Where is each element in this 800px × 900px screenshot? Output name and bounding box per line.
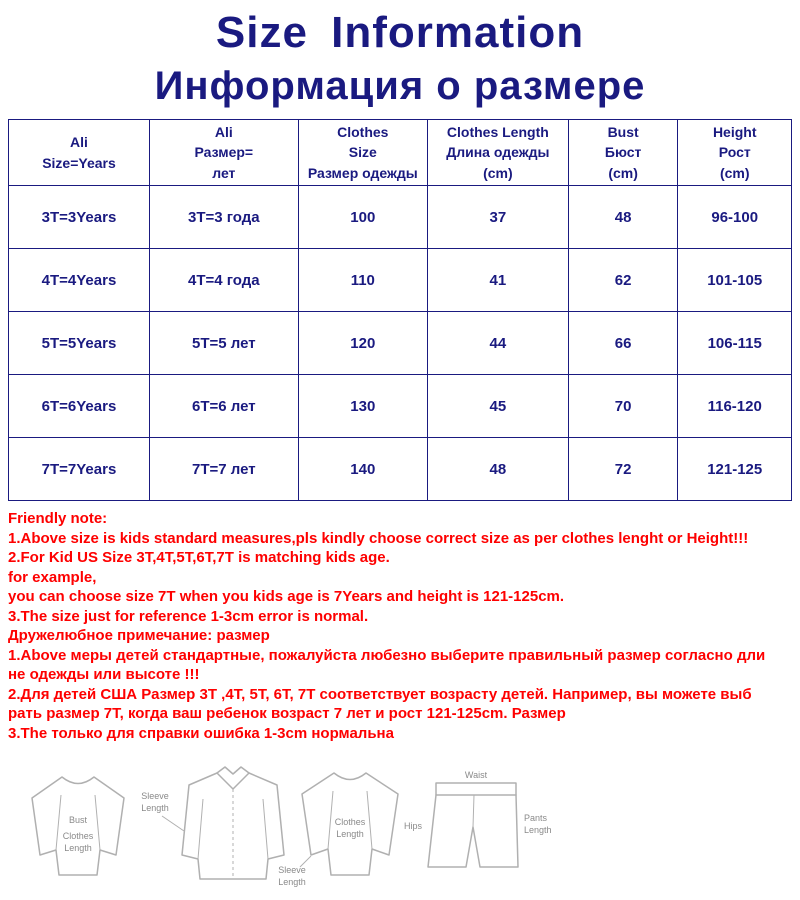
size-cell: 100 [298, 186, 427, 249]
size-cell: 106-115 [678, 312, 792, 375]
size-cell: 72 [568, 438, 678, 501]
size-cell: 5T=5 лет [149, 312, 298, 375]
friendly-note-block [0, 501, 800, 743]
col-header-height [678, 120, 792, 186]
shirt-1-drawing [32, 777, 124, 875]
header-line: Clothes [337, 124, 389, 141]
sleeve-length-label: Sleeve [141, 791, 169, 801]
size-row-6t [9, 375, 792, 438]
header-line: Размер одежды [307, 164, 418, 181]
size-measure-diagrams-svg [12, 759, 572, 894]
note-line: Friendly note: [8, 510, 108, 527]
size-cell: 70 [568, 375, 678, 438]
size-row-3t [9, 186, 792, 249]
col-header-clothes-size [298, 120, 427, 186]
size-cell: 130 [298, 375, 427, 438]
size-cell: 3T=3 года [149, 186, 298, 249]
clothes-length-label: Length [336, 829, 364, 839]
note-line: Дружелюбное примечание: размер [8, 627, 270, 644]
size-table [8, 119, 792, 501]
header-line: (cm) [483, 164, 513, 181]
size-cell: 44 [427, 312, 568, 375]
measurement-diagrams [0, 759, 800, 899]
size-table-header [9, 120, 792, 186]
size-row-7t [9, 438, 792, 501]
clothes-length-label: Clothes [334, 817, 366, 827]
header-line: Длина одежды [446, 144, 550, 161]
pants-drawing [404, 770, 552, 867]
header-line: Size [348, 144, 377, 161]
note-line: рать размер 7T, когда ваш ребенок возраст 7 лет и рост 121-125cm. Размер [8, 705, 566, 722]
header-line: Height [712, 124, 757, 141]
size-row-5t [9, 312, 792, 375]
size-cell: 48 [568, 186, 678, 249]
pants-length-label: Pants [524, 813, 548, 823]
size-cell: 101-105 [678, 249, 792, 312]
note-line: не одежды или высоте !!! [8, 666, 200, 683]
page-title-english: Size Information [215, 8, 585, 57]
size-cell: 66 [568, 312, 678, 375]
size-row-4t [9, 249, 792, 312]
size-cell: 121-125 [678, 438, 792, 501]
header-line: (cm) [719, 164, 750, 181]
header-line: Clothes Length [446, 124, 549, 141]
size-cell: 140 [298, 438, 427, 501]
sleeve-length-label: Length [141, 803, 169, 813]
size-cell: 41 [427, 249, 568, 312]
page-title-russian: Информация о размере [154, 64, 646, 108]
size-cell: 5T=5Years [9, 312, 150, 375]
col-header-bust [568, 120, 678, 186]
size-cell: 37 [427, 186, 568, 249]
size-cell: 7T=7 лет [149, 438, 298, 501]
col-header-ali-razmer [149, 120, 298, 186]
bust-label: Bust [68, 815, 88, 825]
sleeve-length-label: Length [278, 877, 306, 887]
header-line: лет [212, 164, 236, 181]
note-line: 3.The только для справки ошибка 1-3cm нормальна [8, 724, 394, 742]
clothes-length-label: Length [64, 843, 92, 853]
header-line: Размер= [194, 144, 254, 161]
size-cell: 4T=4Years [9, 249, 150, 312]
note-line: 1.Above size is kids standard measures,pls kindly choose correct size as per clothes lenght or Height!!! [8, 529, 749, 547]
size-cell: 62 [568, 249, 678, 312]
shirt-2-drawing [182, 767, 284, 879]
title-block [0, 0, 800, 109]
size-cell: 7T=7Years [9, 438, 150, 501]
note-line: 1.Above меры детей стандартные, пожалуйста любезно выберите правильный размер согласно дли [8, 646, 766, 664]
note-line: 3.The size just for reference 1-3cm error is normal. [8, 607, 369, 625]
size-cell: 45 [427, 375, 568, 438]
col-header-clothes-length [427, 120, 568, 186]
note-line: for example, [8, 568, 97, 586]
size-cell: 120 [298, 312, 427, 375]
header-line: Bust [607, 124, 639, 141]
header-row [9, 120, 792, 186]
size-table-body [9, 186, 792, 501]
header-line: Size=Years [42, 154, 116, 171]
size-cell: 6T=6Years [9, 375, 150, 438]
size-cell: 4T=4 года [149, 249, 298, 312]
header-line: Ali [70, 134, 88, 151]
size-cell: 48 [427, 438, 568, 501]
header-line: Бюст [604, 144, 642, 161]
pants-length-label: Length [524, 825, 552, 835]
size-cell: 3T=3Years [9, 186, 150, 249]
hips-label: Hips [403, 821, 422, 831]
size-cell: 6T=6 лет [149, 375, 298, 438]
size-cell: 110 [298, 249, 427, 312]
note-line: you can choose size 7T when you kids age is 7Years and height is 121-125cm. [8, 588, 565, 605]
size-cell: 96-100 [678, 186, 792, 249]
clothes-length-label: Clothes [62, 831, 94, 841]
waist-label: Waist [464, 770, 488, 780]
col-header-ali-size-years [9, 120, 150, 186]
note-line: 2.For Kid US Size 3T,4T,5T,6T,7T is matching kids age. [8, 549, 390, 566]
header-line: (cm) [608, 164, 638, 181]
header-line: Ali [214, 124, 233, 141]
shirt-3-drawing [302, 773, 398, 875]
header-line: Рост [718, 144, 751, 161]
sleeve-length-label: Sleeve [278, 865, 306, 875]
size-cell: 116-120 [678, 375, 792, 438]
note-line: 2.Для детей США Размер 3T ,4T, 5T, 6T, 7T соответствует возрасту детей. Например, вы можете выб [8, 685, 752, 703]
